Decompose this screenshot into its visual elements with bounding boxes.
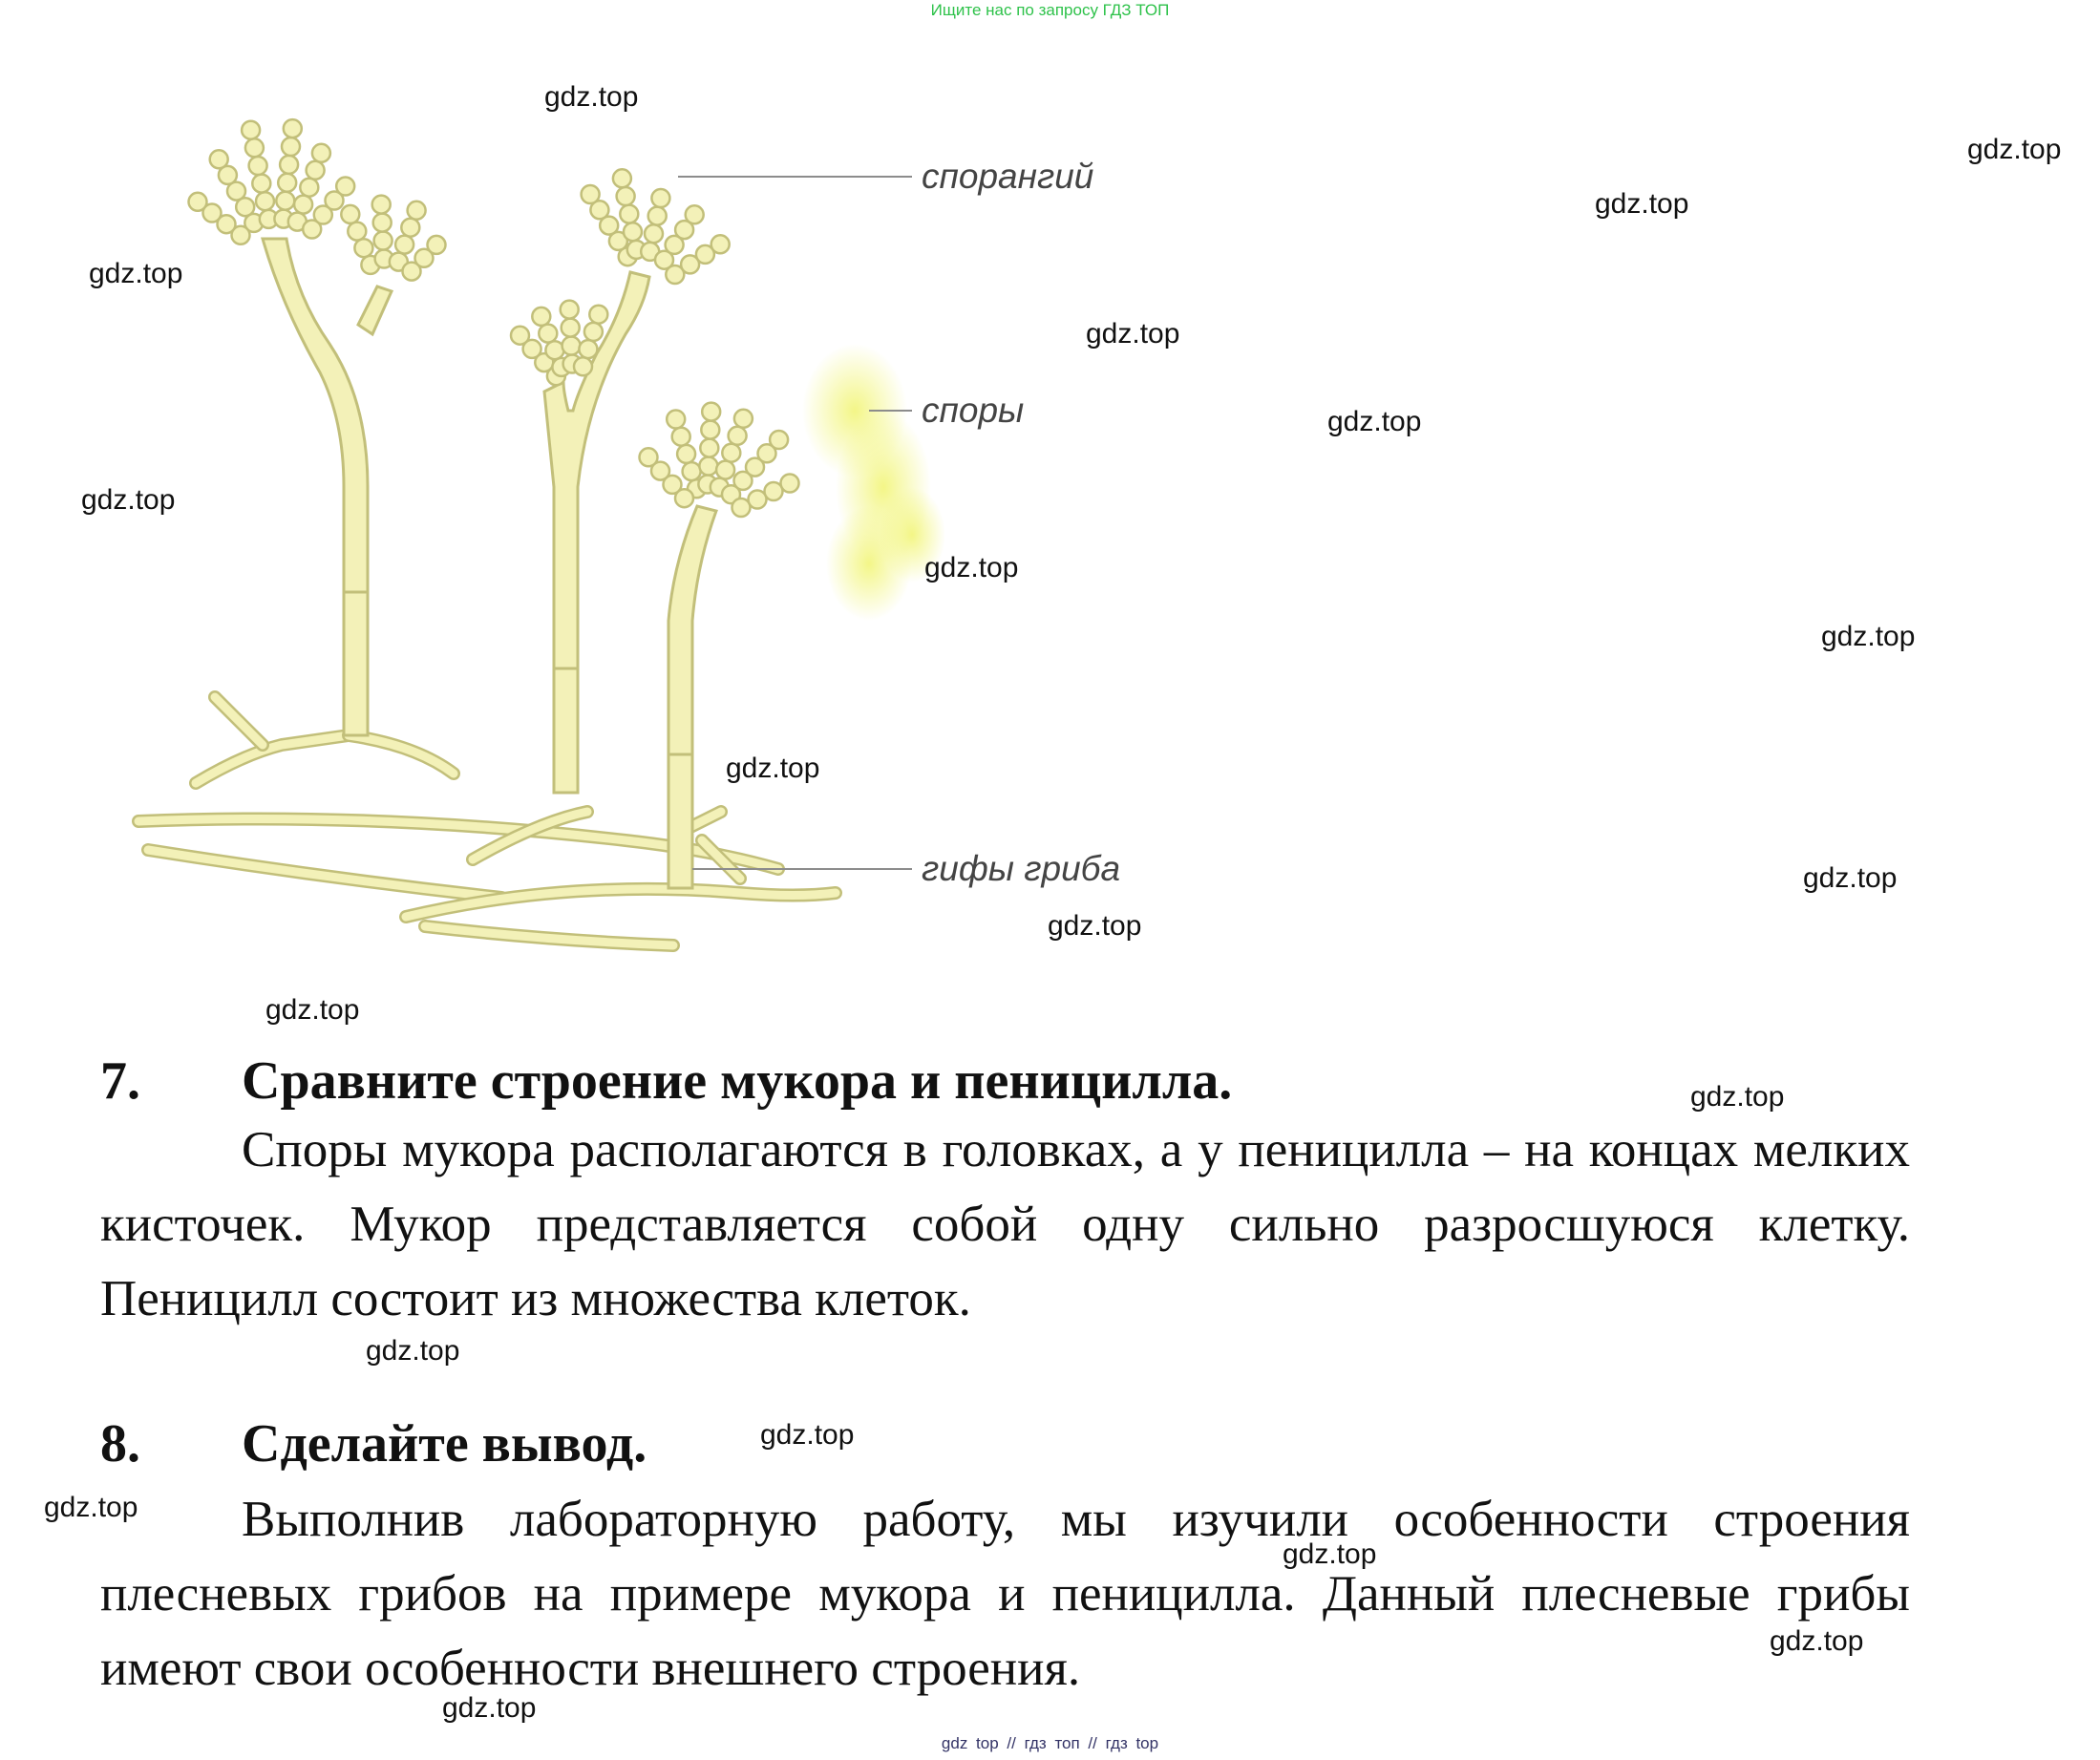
label-hyphae: гифы гриба — [922, 849, 1121, 888]
spore — [683, 462, 701, 480]
spore — [648, 207, 667, 225]
spore — [374, 232, 392, 250]
conidiophores — [263, 239, 716, 888]
section7-title: Сравните строение мукора и пеницилла. — [242, 1051, 1233, 1111]
section8-title: Сделайте вывод. — [242, 1414, 647, 1474]
spore — [300, 179, 318, 197]
watermark: gdz.top — [1967, 134, 2062, 165]
section7-body: Споры мукора располагаются в головках, а у пеницилла – на концах мелких кисточек. Мукор представляется собой одну сильно разросшуюся клетку. Пеницилл состоит из множества клеток. — [100, 1122, 1910, 1326]
spore — [562, 337, 581, 355]
spore — [702, 403, 720, 421]
spore — [284, 119, 302, 138]
section7-heading — [100, 1050, 1915, 1112]
spore — [781, 475, 799, 493]
spore — [401, 219, 419, 237]
spore — [729, 427, 747, 445]
spore — [699, 457, 717, 476]
spore — [624, 223, 642, 241]
spore — [256, 192, 274, 210]
spore — [373, 214, 392, 232]
spore — [280, 156, 298, 174]
watermark: gdz.top — [442, 1692, 537, 1724]
watermark: gdz.top — [1803, 862, 1898, 894]
watermark: gdz.top — [44, 1492, 138, 1523]
watermark: gdz.top — [366, 1335, 460, 1367]
section8-body: Выполнив лабораторную работу, мы изучили особенности строения плесневых грибов на примере мукора и пеницилла. Данный плесневые грибы имеют свои особенности внешнего строения. — [100, 1492, 1910, 1696]
spore — [189, 193, 207, 211]
spore — [395, 236, 414, 254]
spore — [210, 150, 228, 168]
spore — [589, 306, 607, 324]
penicillium-illustration — [91, 86, 1170, 965]
spore — [245, 138, 264, 157]
spore — [672, 428, 690, 446]
spore — [341, 205, 359, 223]
footer: gdz top // гдз топ // гдз top — [941, 1734, 1159, 1752]
spore — [667, 411, 685, 429]
spore — [700, 439, 718, 457]
label-spores: споры — [922, 391, 1025, 430]
watermark: gdz.top — [544, 81, 639, 113]
spore — [252, 175, 270, 193]
spore — [574, 357, 592, 375]
spore — [645, 224, 663, 243]
spore — [711, 235, 730, 253]
watermark: gdz.top — [1048, 910, 1142, 942]
watermark: gdz.top — [1595, 188, 1689, 220]
watermark: gdz.top — [89, 258, 183, 289]
watermark: gdz.top — [1821, 621, 1916, 652]
spore — [372, 196, 391, 214]
spore — [276, 192, 294, 210]
spore — [242, 121, 260, 139]
watermark: gdz.top — [1086, 318, 1180, 350]
spore — [348, 223, 366, 241]
spore — [249, 157, 267, 175]
spore — [701, 421, 719, 439]
penicillium-figure — [91, 86, 1170, 965]
watermark: gdz.top — [1690, 1081, 1785, 1113]
spore — [532, 307, 550, 326]
section7-number: 7. — [100, 1051, 140, 1111]
spore — [613, 169, 631, 187]
spore — [428, 236, 446, 254]
spore — [282, 138, 300, 156]
spore — [770, 431, 788, 449]
spore — [716, 461, 734, 479]
watermark: gdz.top — [726, 753, 820, 784]
section8-number: 8. — [100, 1414, 140, 1474]
watermark: gdz.top — [81, 484, 176, 516]
watermark: gdz.top — [265, 994, 360, 1026]
spore — [278, 174, 296, 192]
watermark: gdz.top — [1283, 1538, 1377, 1570]
spore — [336, 178, 354, 196]
spore — [620, 205, 638, 223]
spore — [294, 196, 312, 214]
watermark: gdz.top — [924, 552, 1019, 583]
spore — [734, 410, 753, 428]
top-banner: Ищите нас по запросу ГДЗ ТОП — [930, 1, 1170, 19]
section8-heading — [100, 1413, 1915, 1474]
spore — [582, 185, 600, 203]
spore — [584, 323, 603, 341]
spore — [307, 161, 325, 180]
spore — [511, 327, 529, 345]
spore — [562, 319, 580, 337]
watermark: gdz.top — [1770, 1625, 1864, 1657]
watermark: gdz.top — [1327, 406, 1422, 437]
spore — [722, 444, 740, 462]
spore — [617, 187, 635, 205]
spore — [312, 144, 330, 162]
label-sporangium: спорангий — [922, 157, 1094, 196]
spore — [686, 205, 704, 223]
watermark: gdz.top — [760, 1419, 855, 1451]
spore-chains — [189, 119, 799, 517]
spore — [651, 189, 669, 207]
spore — [677, 445, 695, 463]
spore — [561, 301, 579, 319]
spore — [354, 239, 372, 257]
spore — [640, 448, 658, 466]
hyphae — [138, 697, 836, 945]
spore — [539, 325, 557, 343]
spore — [408, 201, 426, 220]
spore — [579, 340, 597, 358]
